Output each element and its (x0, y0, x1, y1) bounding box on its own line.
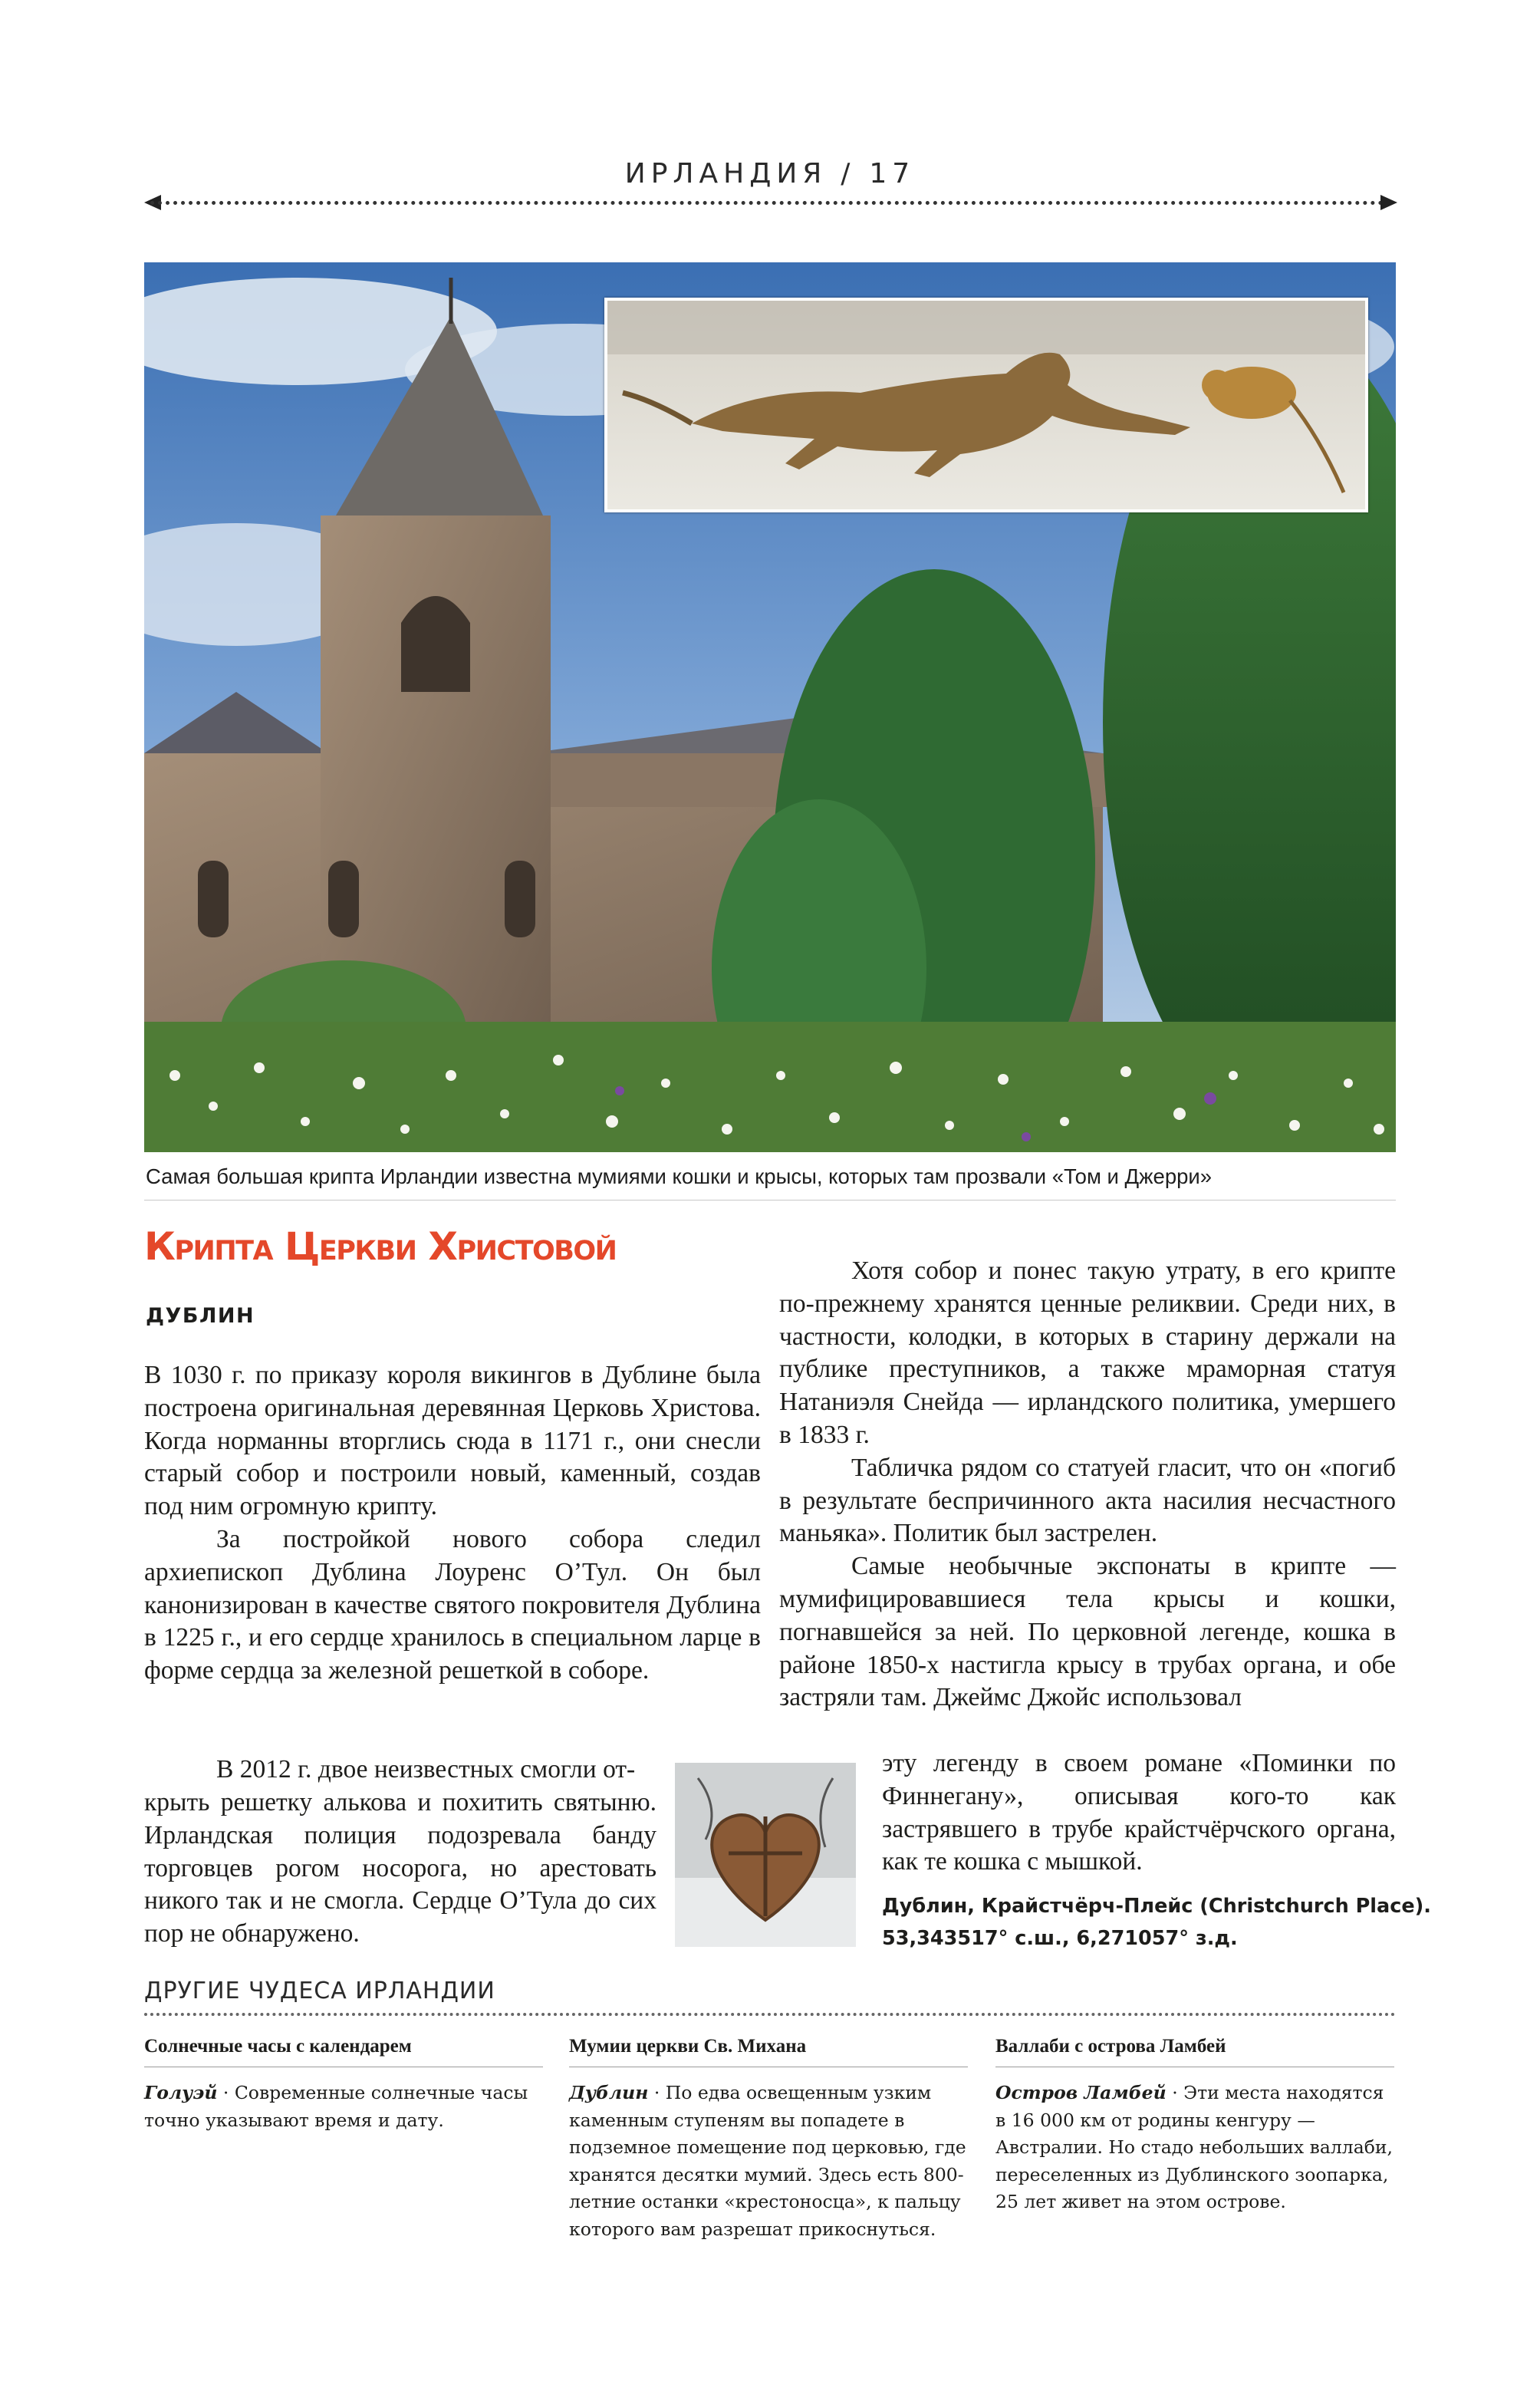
header-dotted-rule (150, 201, 1391, 205)
wonder-card-place: Голуэй (144, 2082, 218, 2103)
wonder-card (144, 2036, 543, 2134)
left-paragraph-3b: крыть решетку алькова и похитить святыню. Ирландская полиция подозревала банду торговцев рогом носорога, но арестовать никого так и не смогла. Сердце О’Тула до сих пор не обнаружено. (144, 1788, 656, 1948)
wonder-card-title: Солнечные часы с календарем (144, 2036, 543, 2067)
left-paragraph-2: За постройкой нового собора следил архиепископ Дублина Лоуренс О’Тул. Он был канонизирован в качестве святого покровителя Дублина в 1225 г., и его сердце хранилось в специальном ларце в форме сердца за железной решеткой в соборе. (144, 1524, 761, 1685)
running-head (0, 158, 1540, 189)
page-number: 17 (869, 158, 916, 189)
wonder-card-title: Мумии церкви Св. Михана (569, 2036, 968, 2067)
wonder-card-description: · По едва освещенным узким каменным ступеням вы попадете в подземное помещение под церковью, где хранятся десятки мумий. Здесь есть 800-летние останки «крестоносца», к пальцу которого вам разрешат прикоснуться. (569, 2082, 966, 2240)
left-paragraph-1: В 1030 г. по приказу короля викингов в Дублине была построена оригинальная деревянная Церковь Христова. Когда норманны вторглись сюда в 1171 г., они снесли старый собор и построили новый, каменный, создав под ним огромную крипту. (144, 1361, 761, 1521)
address-block (882, 1890, 1431, 1955)
article-title: Крипта Церкви Христовой (144, 1224, 617, 1269)
right-paragraph-1: Хотя собор и понес такую утрату, в его крипте по-прежнему хранятся ценные реликвии. Среди них, в частности, колодки, в которых в старину держали на публике преступников, а также мраморная статуя Натаниэля Снейда — ирландского политика, умершего в 1833 г. (779, 1256, 1396, 1449)
address-line: Дублин, Крайстчёрч-Плейс (Christchurch Place). (882, 1895, 1431, 1918)
wonder-card-description: · Эти места находятся в 16 000 км от родины кенгуру — Австралии. Но стадо небольших валлаби, переселенных из Дублинского зоопарка, 25 лет живет на этом острове. (995, 2082, 1394, 2212)
article-location: ДУБЛИН (146, 1304, 255, 1328)
photo-caption: Самая большая крипта Ирландии известна мумиями кошки и крысы, которых там прозвали «Том и Джерри» (146, 1164, 1213, 1188)
heart-reliquary-photo (675, 1763, 856, 1947)
other-wonders-dotted-rule (144, 2013, 1396, 2016)
wonder-card-text (144, 2080, 543, 2134)
right-paragraph-3b: эту легенду в своем романе «Поминки по Финнегану», описывая кого-то как застрявшего в трубе крайстчёрчского органа, как те кошка с мышкой. (882, 1749, 1396, 1876)
mummified-cat-and-rat-photo (604, 298, 1368, 512)
section-name: ИРЛАНДИЯ (624, 158, 828, 189)
left-paragraph-3-start (144, 1754, 761, 1787)
coordinates: 53,343517° с.ш., 6,271057° з.д. (882, 1927, 1238, 1950)
header-separator: / (841, 158, 856, 189)
wonder-card-text (995, 2080, 1394, 2216)
right-paragraph-3a: Самые необычные экспонаты в крипте — мумифицировавшиеся тела крысы и кошки, погнавшейся за ней. По церковной легенде, кошка в районе 1850-х настигла крысу в трубах органа, и обе застряли там. Джеймс Джойс использовал (779, 1552, 1396, 1712)
wonder-card-place: Дублин (569, 2082, 649, 2103)
right-column (779, 1255, 1396, 1714)
left-column (144, 1359, 761, 1688)
wonder-card (569, 2036, 968, 2243)
wonder-card-title: Валлаби с острова Ламбей (995, 2036, 1394, 2067)
right-paragraph-2: Табличка рядом со статуей гласит, что он «погиб в результате беспричинного акта насилия несчастного маньяка». Политик был застрелен. (779, 1453, 1396, 1548)
left-paragraph-3a: В 2012 г. двое неизвестных смогли от- (216, 1755, 636, 1783)
other-wonders-title: ДРУГИЕ ЧУДЕСА ИРЛАНДИИ (144, 1978, 495, 2004)
right-column-wrap (882, 1747, 1396, 1879)
wonder-card (995, 2036, 1394, 2216)
wonder-card-text (569, 2080, 968, 2243)
wonder-card-description: · Современные солнечные часы точно указывают время и дату. (144, 2082, 528, 2131)
arrow-right-icon (1380, 195, 1397, 210)
wonder-card-place: Остров Ламбей (995, 2082, 1167, 2103)
left-paragraph-3-rest (144, 1787, 656, 1951)
